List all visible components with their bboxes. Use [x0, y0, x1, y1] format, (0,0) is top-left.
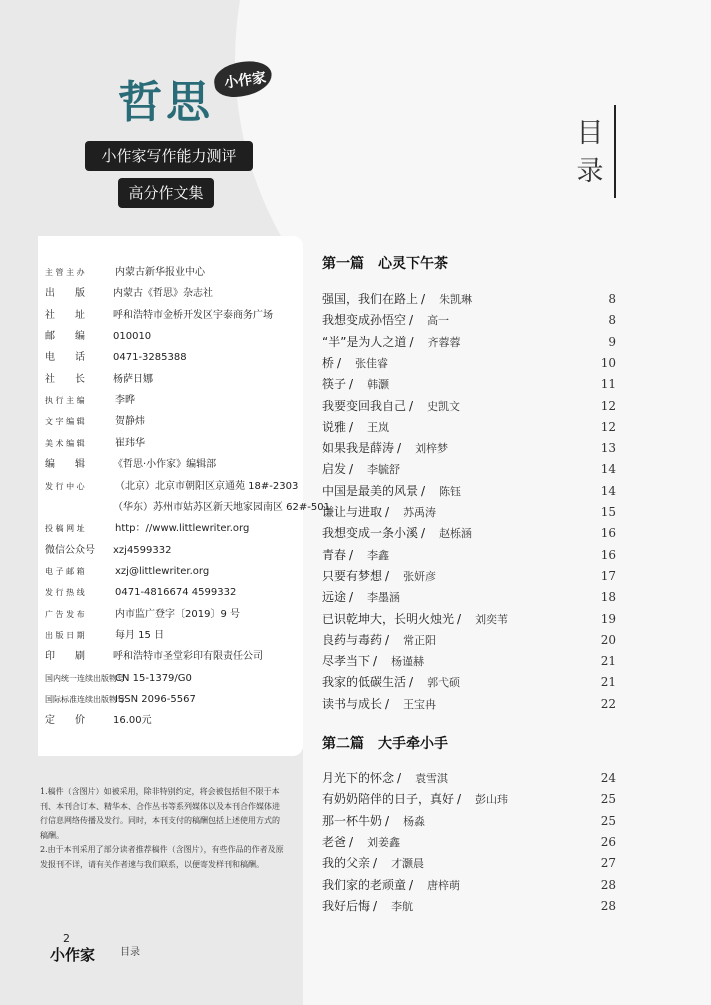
toc-entry[interactable] [322, 396, 616, 416]
toc-entry[interactable] [322, 630, 616, 650]
toc-separator: / [373, 898, 378, 913]
info-row [45, 478, 298, 496]
info-row [45, 264, 205, 282]
logo-badge-text: 小作家 [223, 69, 268, 92]
info-value: （北京）北京市朝阳区京通苑 18#-2303 [115, 480, 299, 492]
toc-entry-title: 桥 [322, 355, 335, 370]
toc-entry-page: 22 [600, 696, 616, 711]
toc-entry-title: 强国，我们在路上 [322, 292, 419, 306]
info-value: xzj4599332 [113, 544, 172, 556]
toc-separator: / [385, 568, 390, 583]
toc-separator: / [409, 334, 414, 349]
toc-separator: / [349, 834, 354, 849]
toc-entry-author: 刘姜鑫 [367, 835, 401, 849]
toc-entry[interactable] [322, 353, 616, 373]
info-row [45, 563, 209, 581]
toc-entry-title: 只要有梦想 [322, 568, 383, 583]
toc-separator: / [397, 441, 402, 456]
toc-entry[interactable] [322, 853, 616, 873]
info-value: 内蒙古《哲思》杂志社 [113, 288, 213, 300]
toc-entry[interactable] [322, 545, 616, 565]
copyright-notes [40, 785, 286, 873]
toc-entry[interactable] [322, 459, 616, 479]
toc-entry-title: 说雅 [322, 419, 347, 434]
toc-entry-author: 陈钰 [439, 484, 462, 498]
info-label: 主 管 主 办 [45, 268, 85, 277]
toc-entry-page: 12 [600, 419, 616, 434]
toc-entry-page: 10 [600, 355, 616, 370]
toc-entry-page: 8 [608, 292, 616, 306]
toc-entry-title: 那一杯牛奶 [322, 813, 383, 828]
logo-ink-badge [212, 58, 274, 100]
info-row [45, 371, 153, 389]
toc-entry-page: 26 [600, 834, 616, 849]
toc-entry-author: 刘奕苇 [475, 612, 509, 626]
toc-entry-title: 我家的低碳生活 [322, 675, 407, 690]
info-row [45, 285, 213, 303]
toc-entry[interactable] [322, 438, 616, 458]
info-label: 邮 编 [45, 331, 85, 343]
toc-entry-title: 尽孝当下 [322, 654, 371, 669]
info-value: 呼和浩特市圣堂彩印有限责任公司 [113, 651, 263, 663]
toc-entry[interactable] [322, 651, 616, 671]
info-row [45, 648, 263, 666]
info-label: 社 址 [45, 309, 85, 321]
toc-entry-title: 我想变成孙悟空 [322, 313, 407, 328]
toc-entry-title: 如果我是薛涛 [322, 441, 395, 456]
info-row [45, 413, 145, 431]
toc-entry-title: 已识乾坤大，长明火烛光 [322, 611, 455, 626]
toc-separator: / [337, 355, 342, 370]
toc-separator: / [349, 377, 354, 392]
toc-separator: / [397, 771, 402, 785]
toc-entry-page: 12 [600, 398, 616, 413]
toc-entry-title: 青春 [322, 547, 347, 562]
info-value: ISSN 2096-5567 [115, 694, 196, 705]
toc-entry-title: 中国是最美的风景 [322, 483, 419, 498]
info-value: http：//www.littlewriter.org [115, 523, 250, 535]
toc-entry-author: 刘梓梦 [415, 442, 449, 456]
toc-entry[interactable] [322, 896, 616, 916]
footer-section-label: 目录 [120, 947, 140, 958]
toc-entry-page: 28 [600, 877, 616, 892]
toc-separator: / [409, 313, 414, 328]
toc-entry-author: 高一 [427, 314, 450, 328]
toc-entry-page: 14 [600, 462, 616, 477]
info-label: 发 行 中 心 [45, 481, 85, 491]
info-label: 出 版 [45, 288, 85, 300]
toc-entry-author: 郭弋硕 [427, 676, 461, 690]
toc-separator: / [409, 398, 414, 413]
toc-entry[interactable] [322, 768, 616, 788]
footer-logo: 小作家 [50, 946, 96, 964]
info-value: （华东）苏州市姑苏区新天地家园南区 62#-501 [113, 501, 330, 513]
toc-entry-author: 张妍彦 [403, 569, 437, 583]
info-value: 0471-4816674 4599332 [115, 587, 237, 599]
toc-entry-page: 21 [600, 675, 616, 690]
info-row [45, 670, 192, 688]
toc-entry-author: 李鑫 [367, 548, 390, 562]
note-1: 1.稿件（含图片）如被采用，除非特别约定，将会被包括但不限于本刊、本刊合订本、精华本、合作丛书等系列媒体以及本刊合作媒体进行信息网络传播及发行。同时，本刊支付的稿酬包括上述使用方式的稿酬。 [40, 787, 280, 840]
info-row [45, 627, 164, 645]
toc-separator: / [385, 696, 390, 711]
toc-entry[interactable] [322, 694, 616, 714]
toc-entry[interactable] [322, 609, 616, 629]
toc-entry-page: 15 [600, 505, 616, 519]
page-title-char-1: 目 [576, 118, 604, 149]
toc-entry-author: 苏禹涛 [403, 506, 437, 519]
toc-entry-page: 27 [600, 856, 616, 871]
toc-entry-title: 谦让与进取 [322, 505, 383, 519]
info-label: 执 行 主 编 [45, 396, 85, 406]
toc-entry-page: 20 [600, 632, 616, 647]
toc-separator: / [385, 505, 390, 519]
info-label: 编 辑 [45, 459, 85, 471]
toc-entry[interactable] [322, 374, 616, 394]
toc-entry[interactable] [322, 417, 616, 437]
toc-entry-page: 25 [600, 792, 616, 807]
info-row [45, 520, 249, 538]
toc-entry-author: 朱凯琳 [439, 293, 473, 306]
toc-entry-title: 月光下的怀念 [322, 771, 395, 785]
toc-entry[interactable] [322, 481, 616, 501]
toc-entry-author: 张佳睿 [355, 356, 389, 370]
toc-entry-page: 11 [600, 377, 616, 392]
info-row [45, 606, 240, 624]
toc-entry-title: 我们家的老顽童 [322, 877, 407, 892]
info-row [45, 307, 273, 325]
info-label: 出 版 日 期 [45, 630, 85, 640]
subtitle-banner: 小作家写作能力测评 [85, 141, 253, 171]
info-value: 贺静炜 [115, 416, 145, 428]
info-row [45, 584, 236, 602]
info-value: 杨萨日娜 [113, 373, 153, 385]
toc-entry[interactable] [322, 832, 616, 852]
toc-entry[interactable] [322, 811, 616, 831]
title-divider [614, 105, 616, 198]
toc-entry-title: 有奶奶陪伴的日子，真好 [322, 792, 455, 807]
toc-entry[interactable] [322, 289, 616, 309]
page-title [570, 115, 610, 191]
toc-entry[interactable] [322, 875, 616, 895]
toc-separator: / [349, 419, 354, 434]
toc-entry-page: 16 [600, 547, 616, 562]
toc-entry-page: 18 [600, 590, 616, 605]
toc-entry-page: 25 [600, 813, 616, 828]
toc-entry-title: 我想变成一条小溪 [322, 526, 419, 541]
toc-separator: / [421, 292, 426, 306]
collection-banner: 高分作文集 [118, 178, 214, 208]
info-value: 每月 15 日 [115, 629, 165, 641]
toc-entry[interactable] [322, 502, 616, 522]
toc-entry-author: 杨淼 [403, 814, 426, 828]
toc-entry-author: 赵栎涵 [439, 527, 473, 541]
toc-entry-page: 8 [608, 313, 616, 328]
info-label: 社 长 [45, 373, 85, 385]
toc-entry[interactable] [322, 332, 616, 352]
toc-entry-page: 13 [600, 441, 616, 456]
section-title: 第二篇 大手牵小手 [322, 736, 448, 752]
page-number: 2 [63, 932, 70, 945]
toc-entry-author: 才灏晨 [391, 857, 425, 871]
info-value: 崔玮华 [115, 437, 145, 449]
toc-entry-title: 我好后悔 [322, 898, 371, 913]
toc-entry-page: 9 [608, 334, 616, 349]
toc-entry-author: 杨谨赫 [391, 655, 425, 669]
toc-entry-author: 袁雪淇 [415, 772, 449, 785]
toc-separator: / [421, 483, 426, 498]
info-label: 电 子 邮 箱 [45, 566, 85, 576]
info-value: 16.00元 [113, 715, 152, 727]
logo-text: 哲思 [118, 77, 214, 128]
toc-entry-title: “半”是为人之道 [322, 334, 407, 349]
toc-entry-author: 常正阳 [403, 633, 437, 647]
toc-entry[interactable] [322, 587, 616, 607]
info-label: 印 刷 [45, 651, 85, 663]
info-row [45, 435, 145, 453]
toc-entry-author: 唐梓萌 [427, 878, 461, 892]
info-label: 定 价 [45, 715, 85, 727]
toc-entry-title: 我的父亲 [322, 856, 371, 871]
toc-entry[interactable] [322, 566, 616, 586]
info-value: 内蒙古新华报业中心 [115, 267, 205, 278]
toc-entry-author: 齐蓉蓉 [427, 335, 461, 349]
toc-entry-author: 李航 [391, 899, 414, 913]
info-label: 电 话 [45, 352, 85, 364]
toc-entry-title: 读书与成长 [322, 696, 383, 711]
info-row [45, 499, 330, 517]
info-label: 广 告 发 布 [45, 609, 85, 619]
info-row [45, 542, 171, 560]
toc-entry-page: 19 [600, 611, 616, 626]
toc-separator: / [457, 611, 462, 626]
toc-entry[interactable] [322, 789, 616, 809]
toc-entry-author: 史凯文 [427, 399, 461, 413]
info-row [45, 456, 216, 474]
toc-entry[interactable] [322, 310, 616, 330]
toc-separator: / [373, 856, 378, 871]
toc-separator: / [349, 590, 354, 605]
toc-entry-page: 24 [600, 771, 616, 785]
info-label: 美 术 编 辑 [45, 438, 85, 448]
note-2: 2.由于本刊采用了部分读者推荐稿件（含图片），有些作品的作者及原发报刊不详，请有关作者速与我们联系，以便寄发样刊和稿酬。 [40, 845, 284, 869]
toc-entry-author: 李毓舒 [367, 463, 401, 477]
page-title-char-2: 录 [576, 156, 604, 187]
toc-entry-author: 李墨涵 [367, 591, 401, 605]
info-label: 文 字 编 辑 [45, 417, 85, 427]
info-value: 内市监广登字〔2019〕9 号 [115, 608, 240, 620]
toc-entry-page: 16 [600, 526, 616, 541]
info-value: 0471-3285388 [113, 352, 187, 364]
info-value: xzj@littlewriter.org [115, 565, 210, 577]
toc-entry[interactable] [322, 523, 616, 543]
toc-entry-page: 28 [600, 898, 616, 913]
toc-entry-page: 17 [600, 568, 616, 583]
info-row [45, 691, 196, 709]
toc-separator: / [385, 632, 390, 647]
info-value: 呼和浩特市金桥开发区宇泰商务广场 [113, 309, 273, 321]
magazine-logo [118, 62, 278, 132]
info-label: 投 稿 网 址 [45, 524, 85, 534]
toc-separator: / [373, 654, 378, 669]
toc-separator: / [457, 792, 462, 807]
toc-entry-title: 良药与毒药 [322, 632, 383, 647]
toc-entry-page: 21 [600, 654, 616, 669]
info-label: 国际标准连续出版物号 [45, 695, 125, 704]
toc-separator: / [349, 547, 354, 562]
info-value: 010010 [113, 331, 152, 343]
toc-entry-author: 王岚 [367, 420, 390, 434]
info-row [45, 712, 152, 730]
toc-entry-title: 筷子 [322, 377, 347, 392]
toc-entry[interactable] [322, 672, 616, 692]
info-label: 国内统一连续出版物号 [45, 673, 125, 683]
toc-entry-page: 14 [600, 483, 616, 498]
toc-separator: / [409, 877, 414, 892]
toc-separator: / [349, 462, 354, 477]
toc-separator: / [421, 526, 426, 541]
info-row [45, 349, 187, 367]
info-value: 李晔 [115, 395, 135, 407]
info-value: CN 15-1379/G0 [115, 672, 192, 684]
toc-separator: / [385, 813, 390, 828]
section-title: 第一篇 心灵下午茶 [322, 256, 448, 272]
info-value: 《哲思·小作家》编辑部 [113, 459, 217, 471]
toc-entry-title: 启发 [322, 462, 347, 477]
toc-separator: / [409, 675, 414, 690]
info-row [45, 392, 135, 410]
toc-entry-title: 远途 [322, 590, 347, 605]
info-label: 发 行 热 线 [45, 588, 85, 598]
toc-entry-title: 老爸 [322, 834, 347, 849]
info-row [45, 328, 151, 346]
toc-entry-author: 彭山玮 [475, 793, 509, 807]
toc-entry-author: 王宝冉 [403, 697, 437, 711]
toc-entry-title: 我要变回我自己 [322, 398, 407, 413]
toc-entry-author: 韩灏 [367, 378, 390, 392]
info-label: 微信公众号 [45, 544, 95, 556]
